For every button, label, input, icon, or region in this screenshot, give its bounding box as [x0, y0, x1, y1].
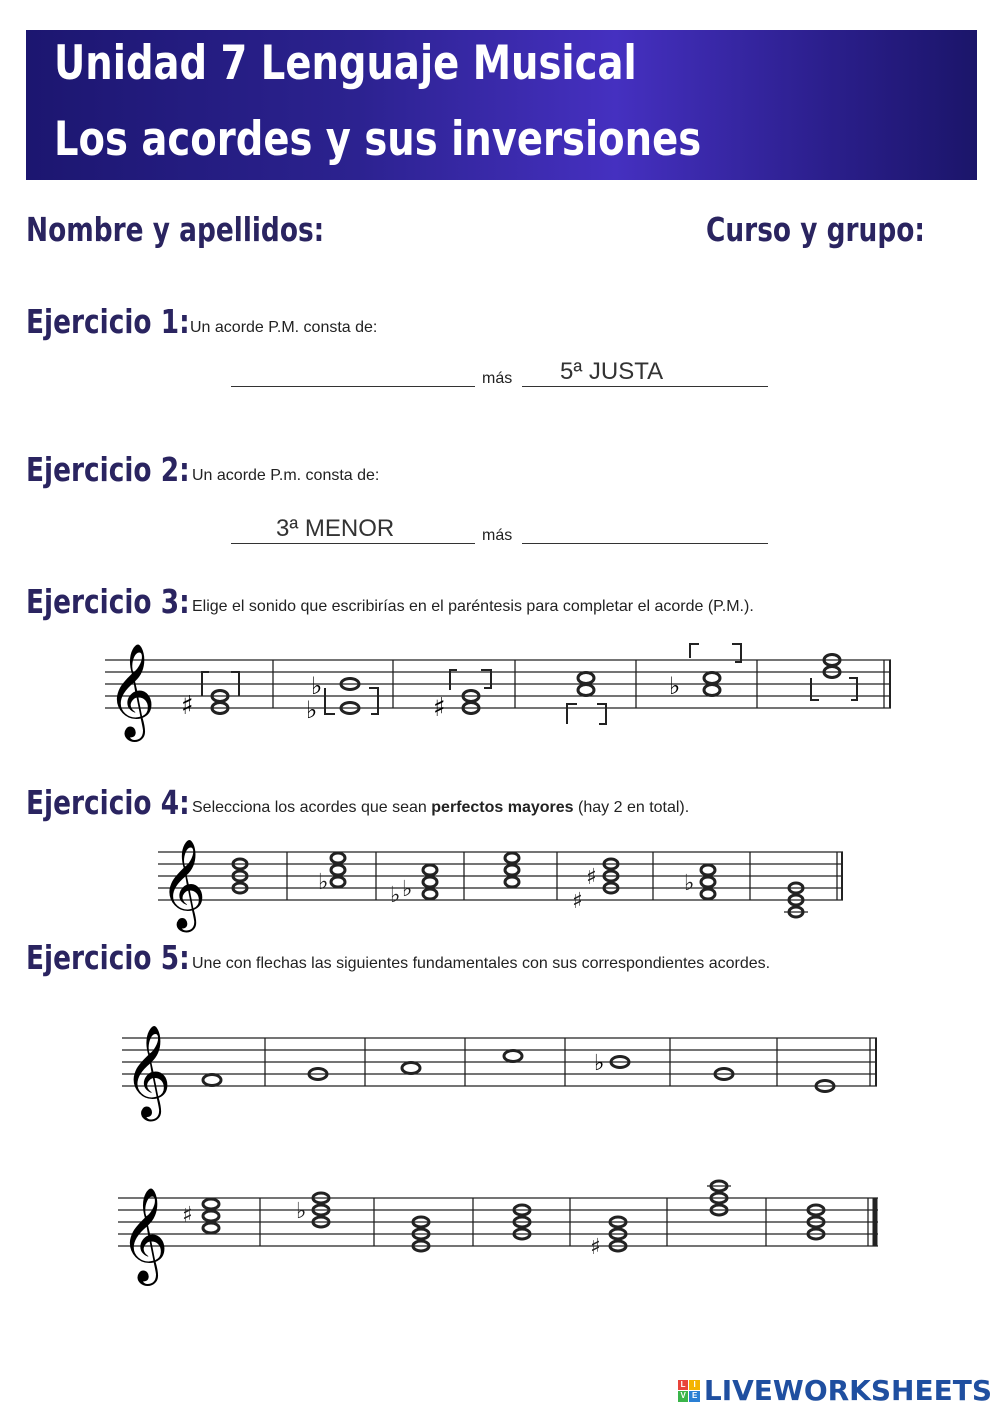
exercise-3-instruction: Elige el sonido que escribirías en el paréntesis para completar el acorde (P.M.). — [192, 598, 754, 615]
exercise-1-label: Ejercicio 1: — [26, 302, 190, 341]
flat-icon: ♭ — [296, 1199, 307, 1224]
exercise-5-label: Ejercicio 5: — [26, 938, 190, 977]
flat-icon: ♭ — [306, 696, 318, 724]
exercise-4-instruction-pre: Selecciona los acordes que sean — [192, 799, 427, 816]
exercise-4-staff — [158, 832, 848, 929]
exercise-1-answer-right: 5ª JUSTA — [560, 358, 664, 385]
root-note-3[interactable] — [402, 1063, 420, 1074]
flat-icon: ♭ — [684, 871, 695, 896]
exercise-3-staff — [105, 636, 895, 736]
root-note-1[interactable] — [203, 1075, 221, 1086]
exercise-3-chord-2[interactable] — [306, 672, 378, 724]
flat-icon: ♭ — [594, 1051, 605, 1076]
exercise-4-chord-3[interactable] — [423, 865, 437, 899]
exercise-4-instruction — [192, 799, 689, 817]
exercise-4-instruction-post: (hay 2 en total). — [578, 799, 690, 816]
title-line-2: Los acordes y sus inversiones — [54, 112, 702, 167]
title-line-1: Unidad 7 Lenguaje Musical — [54, 36, 637, 91]
exercise-2-label: Ejercicio 2: — [26, 450, 190, 489]
flat-icon: ♭ — [669, 672, 681, 700]
root-note-4[interactable] — [504, 1051, 522, 1062]
liveworksheets-logo — [678, 1374, 992, 1407]
flat-icon: ♭ — [311, 672, 323, 700]
course-label: Curso y grupo: — [706, 210, 925, 249]
exercise-1-instruction: Un acorde P.M. consta de: — [190, 319, 378, 336]
exercise-4-chord-4[interactable] — [505, 853, 519, 887]
exercise-4-instruction-bold: perfectos mayores — [431, 799, 574, 816]
exercise-5-staff-chords — [118, 1178, 883, 1282]
exercise-5-chord-1[interactable] — [203, 1199, 219, 1233]
flat-icon: ♭ — [402, 877, 413, 902]
exercise-4-chord-2[interactable] — [331, 853, 345, 887]
logo-mark-icon: L I V E — [678, 1380, 700, 1402]
exercise-4-label: Ejercicio 4: — [26, 783, 190, 822]
sharp-icon: ♯ — [433, 693, 446, 723]
exercise-1-connector: más — [482, 370, 513, 387]
treble-clef-icon: 𝄞 — [160, 839, 207, 929]
brand-text: LIVEWORKSHEETS — [703, 1374, 992, 1407]
flat-icon: ♭ — [318, 870, 329, 895]
treble-clef-icon: 𝄞 — [120, 1187, 169, 1282]
exercise-5-staff-roots — [122, 1018, 882, 1117]
sharp-icon: ♯ — [572, 889, 583, 914]
exercise-2-answer-left: 3ª MENOR — [276, 515, 395, 542]
sharp-icon: ♯ — [590, 1235, 601, 1260]
title-banner — [26, 30, 977, 180]
exercise-1-blank-right[interactable] — [522, 386, 768, 387]
treble-clef-icon: 𝄞 — [124, 1024, 172, 1117]
exercise-2-blank-right[interactable] — [522, 543, 768, 544]
exercise-4-chord-6[interactable] — [701, 865, 715, 899]
sharp-icon: ♯ — [182, 1203, 193, 1228]
exercise-2-blank-left[interactable] — [231, 543, 475, 544]
treble-clef-icon: 𝄞 — [107, 643, 156, 738]
sharp-icon: ♯ — [181, 691, 194, 721]
exercise-3-label: Ejercicio 3: — [26, 582, 190, 621]
name-label: Nombre y apellidos: — [26, 210, 325, 249]
exercise-2-connector: más — [482, 527, 513, 544]
exercise-3-chord-4[interactable] — [567, 673, 606, 725]
exercise-5-instruction: Une con flechas las siguientes fundamentales con sus correspondientes acordes. — [192, 955, 771, 972]
exercise-3-chord-6[interactable] — [811, 655, 857, 701]
sharp-icon: ♯ — [586, 865, 597, 890]
flat-icon: ♭ — [390, 883, 401, 908]
exercise-2-instruction: Un acorde P.m. consta de: — [192, 467, 380, 484]
exercise-1-blank-left[interactable] — [231, 386, 475, 387]
